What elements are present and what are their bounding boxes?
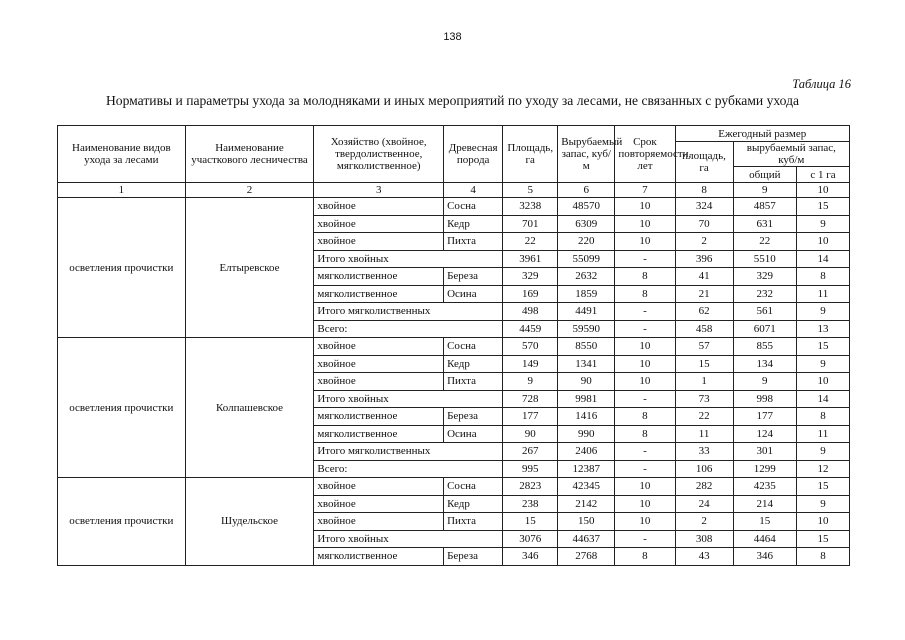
period-cell: 8 [615, 548, 675, 566]
period-cell: 10 [615, 233, 675, 251]
volume-cell: 4491 [558, 303, 615, 321]
species-cell: Сосна [444, 478, 503, 496]
period-cell: 8 [615, 408, 675, 426]
farm-type-cell: хвойное [314, 198, 444, 216]
area-cell: 169 [503, 285, 558, 303]
annual-total-cell: 346 [733, 548, 796, 566]
table-row [58, 198, 850, 216]
period-cell: - [615, 460, 675, 478]
area-cell: 267 [503, 443, 558, 461]
header-per-ha: с 1 га [796, 167, 849, 183]
annual-total-cell: 15 [733, 513, 796, 531]
annual-area-cell: 24 [675, 495, 733, 513]
forestry-cell: Шудельское [185, 478, 314, 566]
farm-type-cell: хвойное [314, 338, 444, 356]
volume-cell: 12387 [558, 460, 615, 478]
per-ha-cell: 11 [796, 285, 849, 303]
table-body [58, 183, 850, 566]
header-repeat-period: Срок повторяемости, лет [615, 126, 675, 183]
volume-cell: 44637 [558, 530, 615, 548]
period-cell: 10 [615, 478, 675, 496]
area-cell: 3961 [503, 250, 558, 268]
column-number: 7 [615, 183, 675, 198]
area-cell: 728 [503, 390, 558, 408]
page-number: 138 [443, 31, 462, 43]
column-number-row [58, 183, 850, 198]
period-cell: - [615, 320, 675, 338]
column-number: 6 [558, 183, 615, 198]
per-ha-cell: 14 [796, 390, 849, 408]
annual-total-cell: 301 [733, 443, 796, 461]
document-title: Нормативы и параметры ухода за молодняками и иных мероприятий по уходу за лесами, не связанных с рубками ухода [105, 93, 800, 108]
farm-type-cell: мягколиственное [314, 425, 444, 443]
area-cell: 15 [503, 513, 558, 531]
volume-cell: 42345 [558, 478, 615, 496]
species-cell: Сосна [444, 198, 503, 216]
annual-total-cell: 134 [733, 355, 796, 373]
annual-total-cell: 9 [733, 373, 796, 391]
area-cell: 570 [503, 338, 558, 356]
species-cell: Осина [444, 285, 503, 303]
area-cell: 498 [503, 303, 558, 321]
per-ha-cell: 8 [796, 408, 849, 426]
annual-total-cell: 329 [733, 268, 796, 286]
annual-area-cell: 70 [675, 215, 733, 233]
area-cell: 329 [503, 268, 558, 286]
farm-type-cell: мягколиственное [314, 285, 444, 303]
header-forestry: Наименование участкового лесничества [185, 126, 314, 183]
annual-total-cell: 561 [733, 303, 796, 321]
header-farm-type: Хозяйство (хвойное, твердолиственное, мягколиственное) [314, 126, 444, 183]
farm-type-cell: мягколиственное [314, 548, 444, 566]
area-cell: 9 [503, 373, 558, 391]
per-ha-cell: 9 [796, 303, 849, 321]
volume-cell: 8550 [558, 338, 615, 356]
annual-area-cell: 33 [675, 443, 733, 461]
column-number: 10 [796, 183, 849, 198]
farm-type-cell: хвойное [314, 215, 444, 233]
header-area: Площадь, га [503, 126, 558, 183]
period-cell: - [615, 443, 675, 461]
per-ha-cell: 10 [796, 513, 849, 531]
column-number: 2 [185, 183, 314, 198]
header-annual-felled: вырубаемый запас, куб/м [733, 142, 849, 167]
header-felled-volume: Вырубаемый запас, куб/м [558, 126, 615, 183]
annual-area-cell: 73 [675, 390, 733, 408]
column-number: 5 [503, 183, 558, 198]
species-cell: Кедр [444, 355, 503, 373]
species-cell: Пихта [444, 373, 503, 391]
species-cell: Кедр [444, 215, 503, 233]
care-type-cell: осветления прочистки [58, 338, 186, 478]
per-ha-cell: 15 [796, 530, 849, 548]
annual-area-cell: 458 [675, 320, 733, 338]
annual-area-cell: 41 [675, 268, 733, 286]
annual-area-cell: 1 [675, 373, 733, 391]
annual-area-cell: 21 [675, 285, 733, 303]
annual-total-cell: 855 [733, 338, 796, 356]
period-cell: 10 [615, 215, 675, 233]
volume-cell: 59590 [558, 320, 615, 338]
volume-cell: 220 [558, 233, 615, 251]
species-cell: Осина [444, 425, 503, 443]
annual-area-cell: 22 [675, 408, 733, 426]
area-cell: 701 [503, 215, 558, 233]
per-ha-cell: 13 [796, 320, 849, 338]
care-type-cell: осветления прочистки [58, 478, 186, 566]
per-ha-cell: 10 [796, 373, 849, 391]
column-number: 4 [444, 183, 503, 198]
annual-area-cell: 2 [675, 233, 733, 251]
annual-total-cell: 998 [733, 390, 796, 408]
annual-area-cell: 2 [675, 513, 733, 531]
species-cell: Пихта [444, 513, 503, 531]
annual-total-cell: 232 [733, 285, 796, 303]
period-cell: 10 [615, 355, 675, 373]
volume-cell: 1859 [558, 285, 615, 303]
annual-total-cell: 5510 [733, 250, 796, 268]
per-ha-cell: 9 [796, 443, 849, 461]
species-cell: Кедр [444, 495, 503, 513]
per-ha-cell: 14 [796, 250, 849, 268]
farm-type-cell: хвойное [314, 233, 444, 251]
per-ha-cell: 15 [796, 198, 849, 216]
volume-cell: 1341 [558, 355, 615, 373]
subtotal-label: Итого хвойных [314, 530, 503, 548]
column-number: 3 [314, 183, 444, 198]
volume-cell: 2142 [558, 495, 615, 513]
forestry-cell: Колпашевское [185, 338, 314, 478]
annual-area-cell: 11 [675, 425, 733, 443]
species-cell: Береза [444, 408, 503, 426]
annual-area-cell: 308 [675, 530, 733, 548]
area-cell: 238 [503, 495, 558, 513]
farm-type-cell: мягколиственное [314, 268, 444, 286]
farm-type-cell: хвойное [314, 355, 444, 373]
header-annual-total: общий [733, 167, 796, 183]
annual-area-cell: 282 [675, 478, 733, 496]
per-ha-cell: 8 [796, 268, 849, 286]
volume-cell: 990 [558, 425, 615, 443]
annual-area-cell: 106 [675, 460, 733, 478]
volume-cell: 6309 [558, 215, 615, 233]
area-cell: 4459 [503, 320, 558, 338]
header-species: Древесная порода [444, 126, 503, 183]
table-row [58, 338, 850, 356]
species-cell: Сосна [444, 338, 503, 356]
farm-type-cell: хвойное [314, 373, 444, 391]
period-cell: 10 [615, 495, 675, 513]
farm-type-cell: мягколиственное [314, 408, 444, 426]
annual-area-cell: 324 [675, 198, 733, 216]
forestry-cell: Елтыревское [185, 198, 314, 338]
volume-cell: 55099 [558, 250, 615, 268]
period-cell: - [615, 250, 675, 268]
period-cell: 10 [615, 513, 675, 531]
subtotal-label: Итого мягколиственных [314, 443, 503, 461]
period-cell: 8 [615, 285, 675, 303]
annual-total-cell: 177 [733, 408, 796, 426]
volume-cell: 1416 [558, 408, 615, 426]
farm-type-cell: хвойное [314, 513, 444, 531]
volume-cell: 48570 [558, 198, 615, 216]
period-cell: 10 [615, 198, 675, 216]
area-cell: 22 [503, 233, 558, 251]
volume-cell: 2632 [558, 268, 615, 286]
per-ha-cell: 9 [796, 495, 849, 513]
column-number: 9 [733, 183, 796, 198]
subtotal-label: Всего: [314, 460, 503, 478]
column-number: 8 [675, 183, 733, 198]
annual-total-cell: 1299 [733, 460, 796, 478]
per-ha-cell: 10 [796, 233, 849, 251]
subtotal-label: Итого хвойных [314, 390, 503, 408]
area-cell: 177 [503, 408, 558, 426]
annual-total-cell: 4857 [733, 198, 796, 216]
period-cell: 10 [615, 373, 675, 391]
per-ha-cell: 9 [796, 355, 849, 373]
species-cell: Береза [444, 268, 503, 286]
volume-cell: 2768 [558, 548, 615, 566]
annual-area-cell: 62 [675, 303, 733, 321]
volume-cell: 2406 [558, 443, 615, 461]
annual-total-cell: 4464 [733, 530, 796, 548]
area-cell: 346 [503, 548, 558, 566]
annual-total-cell: 124 [733, 425, 796, 443]
header-annual-area: площадь, га [675, 142, 733, 183]
volume-cell: 90 [558, 373, 615, 391]
period-cell: 8 [615, 268, 675, 286]
subtotal-label: Всего: [314, 320, 503, 338]
annual-total-cell: 22 [733, 233, 796, 251]
annual-area-cell: 396 [675, 250, 733, 268]
header-annual-size: Ежегодный размер [675, 126, 849, 142]
period-cell: - [615, 303, 675, 321]
annual-total-cell: 631 [733, 215, 796, 233]
table-label: Таблица 16 [792, 77, 851, 91]
farm-type-cell: хвойное [314, 495, 444, 513]
period-cell: 8 [615, 425, 675, 443]
area-cell: 2823 [503, 478, 558, 496]
column-number: 1 [58, 183, 186, 198]
table-row [58, 478, 850, 496]
per-ha-cell: 15 [796, 478, 849, 496]
annual-total-cell: 214 [733, 495, 796, 513]
period-cell: 10 [615, 338, 675, 356]
period-cell: - [615, 530, 675, 548]
area-cell: 3238 [503, 198, 558, 216]
subtotal-label: Итого хвойных [314, 250, 503, 268]
area-cell: 3076 [503, 530, 558, 548]
annual-total-cell: 4235 [733, 478, 796, 496]
per-ha-cell: 12 [796, 460, 849, 478]
header-care-type: Наименование видов ухода за лесами [58, 126, 186, 183]
species-cell: Береза [444, 548, 503, 566]
area-cell: 90 [503, 425, 558, 443]
subtotal-label: Итого мягколиственных [314, 303, 503, 321]
per-ha-cell: 11 [796, 425, 849, 443]
per-ha-cell: 8 [796, 548, 849, 566]
farm-type-cell: хвойное [314, 478, 444, 496]
per-ha-cell: 9 [796, 215, 849, 233]
species-cell: Пихта [444, 233, 503, 251]
annual-area-cell: 15 [675, 355, 733, 373]
area-cell: 149 [503, 355, 558, 373]
annual-total-cell: 6071 [733, 320, 796, 338]
volume-cell: 9981 [558, 390, 615, 408]
care-type-cell: осветления прочистки [58, 198, 186, 338]
per-ha-cell: 15 [796, 338, 849, 356]
norms-table [57, 125, 850, 566]
annual-area-cell: 57 [675, 338, 733, 356]
annual-area-cell: 43 [675, 548, 733, 566]
period-cell: - [615, 390, 675, 408]
area-cell: 995 [503, 460, 558, 478]
volume-cell: 150 [558, 513, 615, 531]
